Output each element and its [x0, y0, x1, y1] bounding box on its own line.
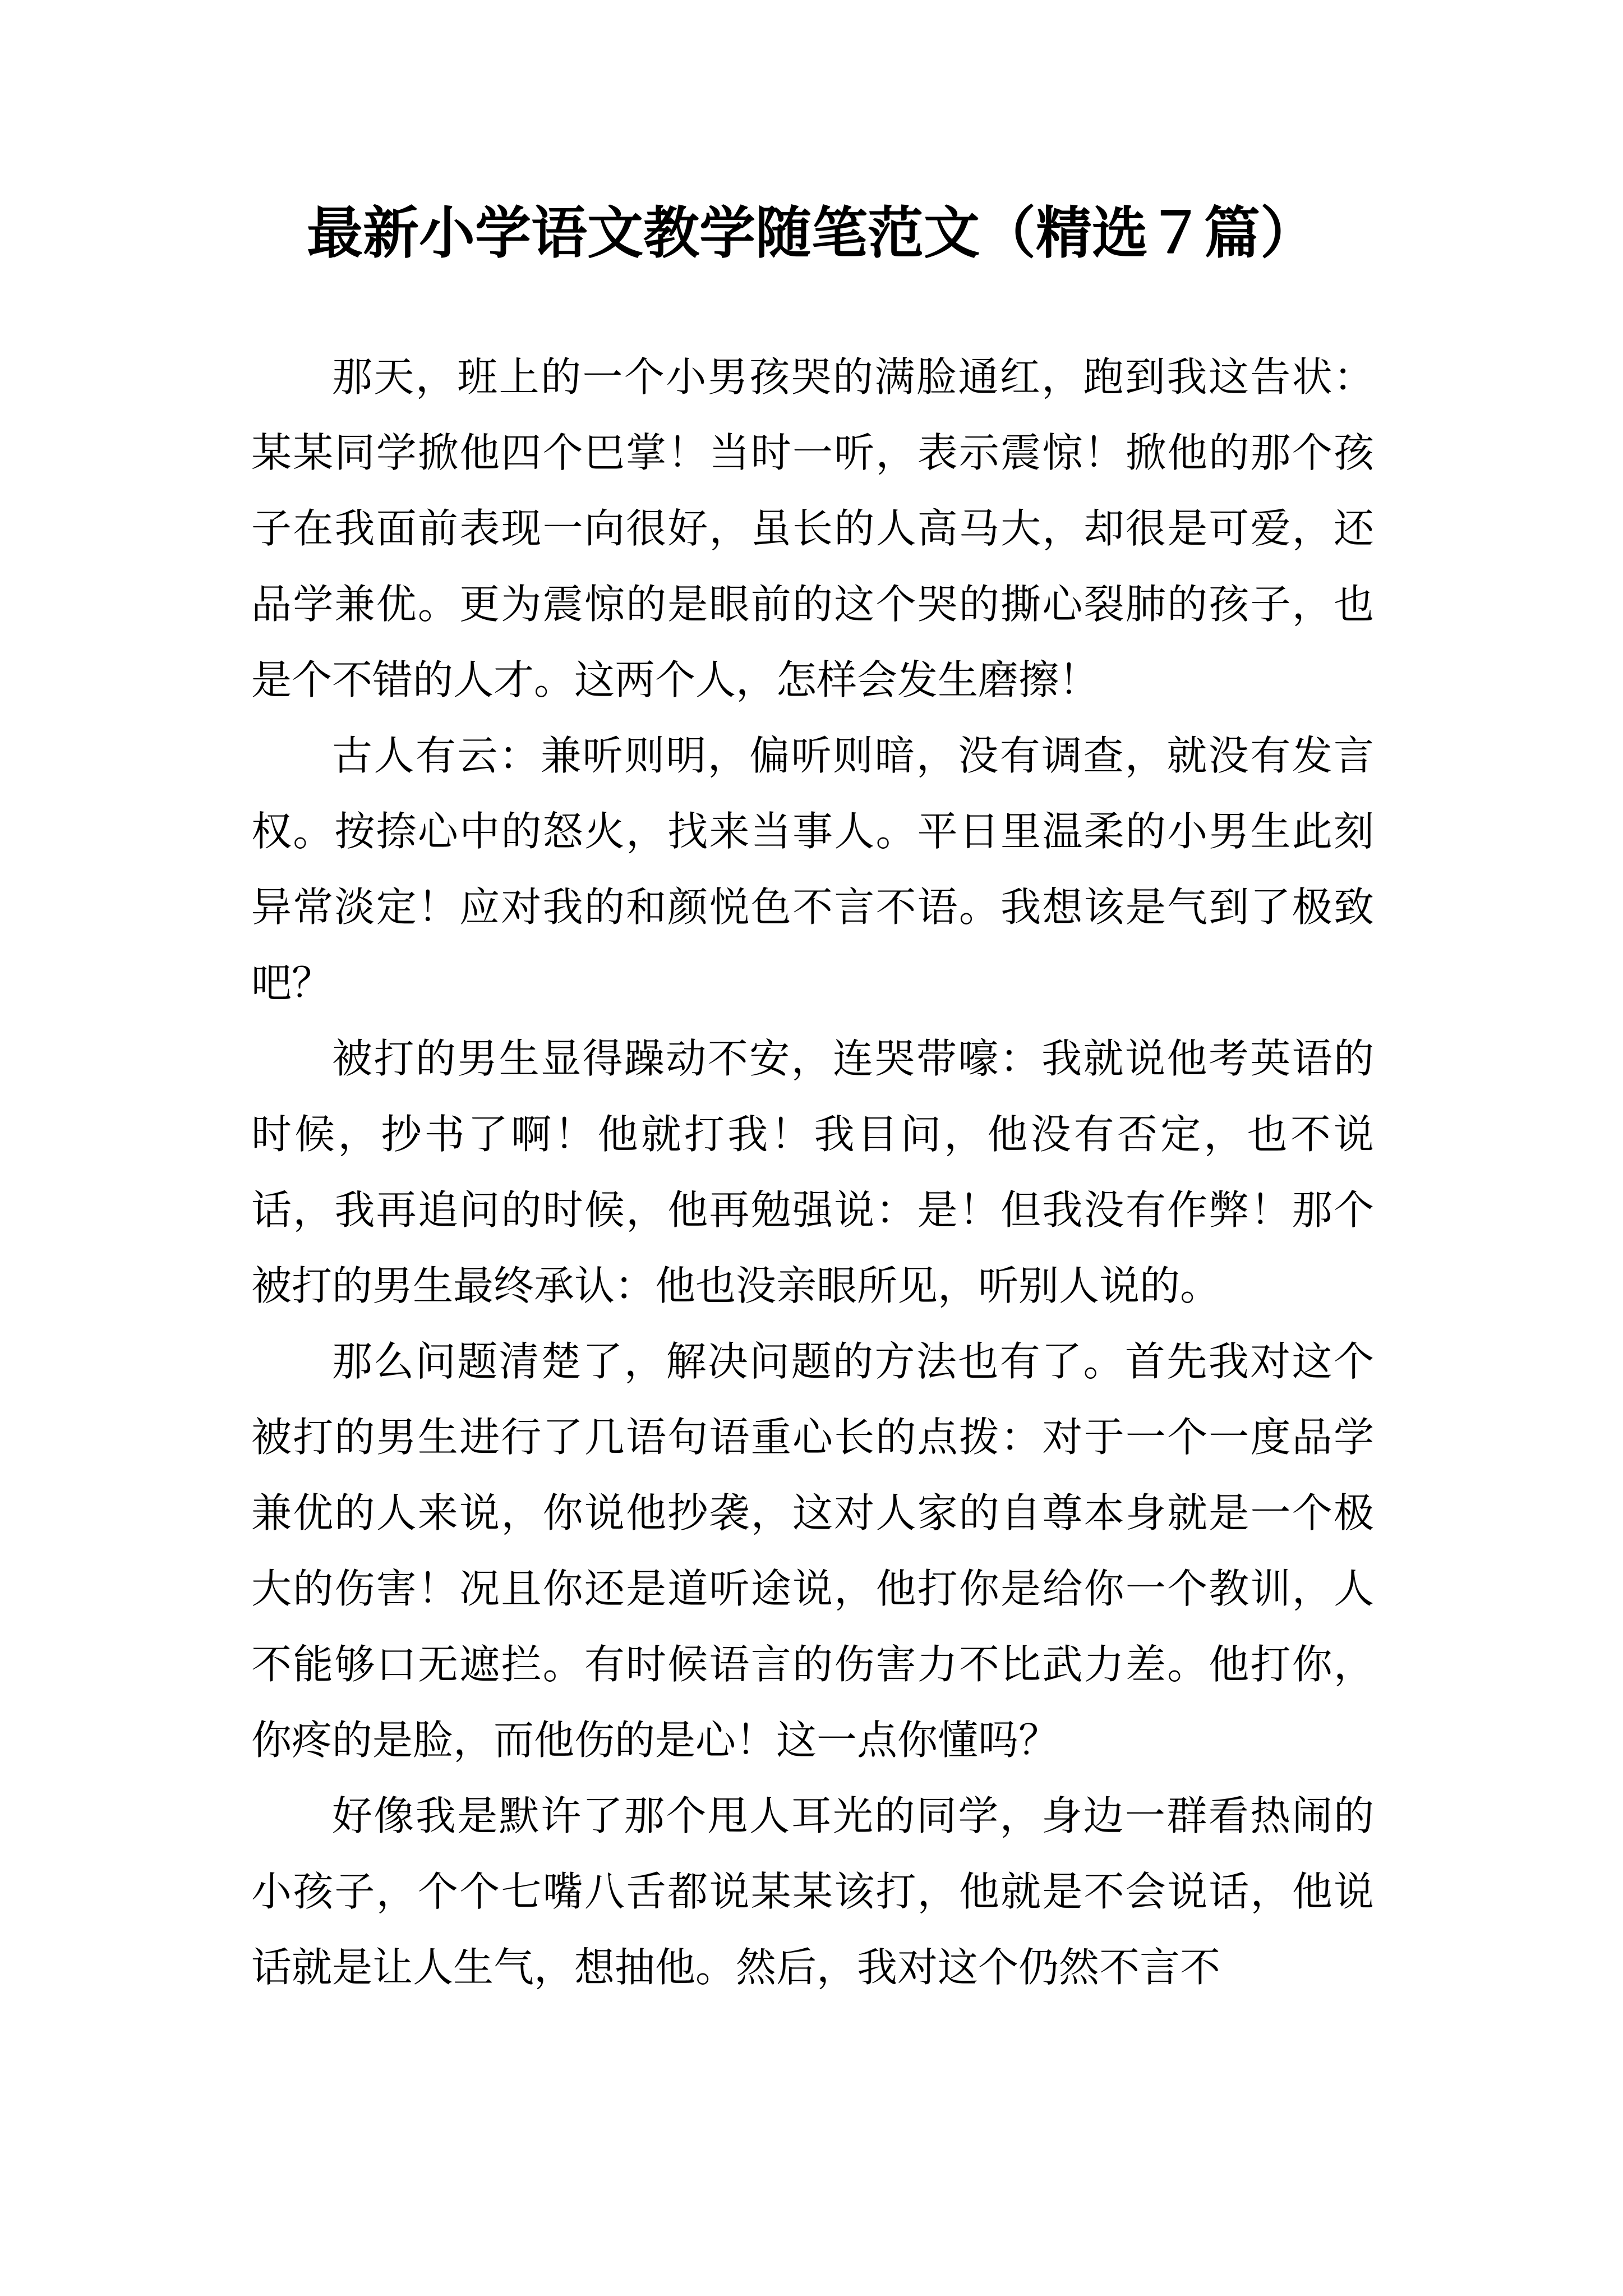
- document-body: [251, 339, 1374, 2005]
- paragraph: 被打的男生显得躁动不安，连哭带嚎：我就说他考英语的时候，抄书了啊！他就打我！我目问，他没有否定，也不说话，我再追问的时候，他再勉强说：是！但我没有作弊！那个被打的男生最终承认：他也没亲眼所见，听别人说的。: [251, 1035, 1374, 1309]
- document-title: 最新小学语文教学随笔范文（精选７篇）: [307, 200, 1316, 266]
- paragraph: 那天，班上的一个小男孩哭的满脸通红，跑到我这告状：某某同学掀他四个巴掌！当时一听，表示震惊！掀他的那个孩子在我面前表现一向很好，虽长的人高马大，却很是可爱，还品学兼优。更为震惊的是眼前的这个哭的撕心裂肺的孩子，也是个不错的人才。这两个人，怎样会发生磨擦！: [251, 353, 1374, 703]
- paragraph: 好像我是默许了那个甩人耳光的同学，身边一群看热闹的小孩子，个个七嘴八舌都说某某该打，他就是不会说话，他说话就是让人生气，想抽他。然后，我对这个仍然不言不: [251, 1792, 1374, 1991]
- paragraph: 那么问题清楚了，解决问题的方法也有了。首先我对这个被打的男生进行了几语句语重心长的点拨：对于一个一度品学兼优的人来说，你说他抄袭，这对人家的自尊本身就是一个极大的伤害！况且你还是道听途说，他打你是给你一个教训，人不能够口无遮拦。有时候语言的伤害力不比武力差。他打你，你疼的是脸，而他伤的是心！这一点你懂吗？: [251, 1338, 1374, 1764]
- paragraph: 古人有云：兼听则明，偏听则暗，没有调查，就没有发言权。按捺心中的怒火，找来当事人。平日里温柔的小男生此刻异常淡定！应对我的和颜悦色不言不语。我想该是气到了极致吧？: [251, 732, 1374, 1006]
